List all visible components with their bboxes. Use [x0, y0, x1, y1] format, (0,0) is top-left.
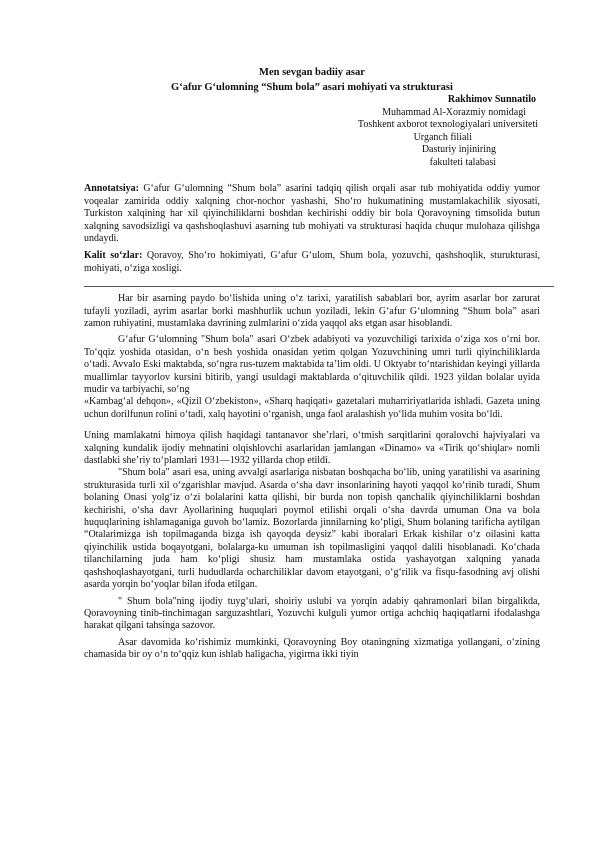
- body-paragraph-2: G‘afur G‘ulomning "Shum bola" asari O‘zbek adabiyoti va yozuvchiligi tarixida o‘ziga xos o‘rni bor. To‘qqiz yoshida otasidan, o‘n besh yoshida onasidan yetim qolgan Yozuvchining umri turli qiyinchiliklarda o‘tadi. Avvalo Eski maktabda, so‘ngra rus-tuzem maktabida ta’lim oldi. U Oktyabr to‘ntarishidan keyingi yillarda muallimlar tayyorlov kursini bitirib, yangi usuldagi maktablarda o‘qituvchilik qildi. 1923 yildan bolalar uyida mudir va tarbiyachi, so‘ng: [84, 334, 540, 395]
- title-line-2: G‘afur G‘ulomning “Shum bola” asari mohiyati va strukturasi: [171, 82, 453, 93]
- author-affiliation-3: Urganch filiali: [413, 131, 472, 143]
- section-divider: [84, 286, 554, 287]
- body-paragraph-6: " Shum bola"ning ijodiy tuyg‘ulari, shoiriy uslubi va yorqin adabiy qahramonlari bilan birgalikda, Qoravoyning tinib-tinchimagan sarguzashtlari, Yozuvchi kulguli yumor ortiga achchiq haqiqatlarni ifodalashga harakat qilgani tahsinga sazovor.: [84, 595, 540, 632]
- body-paragraph-3: «Kambag‘al dehqon», «Qizil O‘zbekiston», «Sharq haqiqati» gazetalari muharririyatlarida ishladi. Gazeta uning uchun dorilfunun rolini o‘tadi, xalq hayotini o‘rganish, unga faol aralashish yo‘lida muhim vosita bo‘ldi.: [84, 396, 540, 420]
- author-name: Rakhimov Sunnatilo: [447, 94, 536, 105]
- keywords-text: Qoravoy, Sho‘ro hokimiyati, G‘afur G‘ulom, Shum bola, yozuvchi, qashshoqlik, sturukturasi, mohiyati, o‘ziga xosligi.: [84, 249, 541, 274]
- title-line-1: Men sevgan badiiy asar: [259, 67, 365, 78]
- abstract-label: Annotatsiya:: [84, 183, 140, 194]
- keywords-label: Kalit so‘zlar:: [84, 249, 143, 261]
- author-affiliation-4: Dasturiy injiniring: [421, 144, 496, 155]
- author-affiliation-2: Toshkent axborot texnologiyalari universiteti: [357, 119, 538, 130]
- body-paragraph-4: Uning mamlakatni himoya qilish haqidagi tantanavor she’rlari, o‘tmish sarqitlarini qoralovchi hajviyalari va xalqning kundalik ijodiy mehnatini olqishlovchi asarlaridan jamlangan «Dinamo» va «Tirik qo‘shiqlar» nomli dastlabki she’riy to‘plamlari 1931—1932 yillarda chop etildi.: [84, 430, 540, 467]
- body-paragraph-1: Har bir asarning paydo bo‘lishida uning o‘z tarixi, yaratilish sabablari bor, ayrim asarlar bor zarurat tufayli yoziladi, ayrim asarlar borki mashhurlik uchun yoziladi, lekin G‘afur G‘ulomning “Shum bola” asari zamon ruhiyatini, mustamlaka davrining zulmlarini o‘zida yaqqol aks etgan asar hisoblandi.: [84, 293, 540, 329]
- keywords: [84, 250, 540, 275]
- author-block: [84, 94, 540, 169]
- abstract: [84, 183, 540, 246]
- author-affiliation-5: fakulteti talabasi: [429, 156, 496, 168]
- abstract-text: G‘afur G‘ulomning “Shum bola” asarini tadqiq qilish orqali asar tub mohiyatida oddiy yumor voqealar zamirida oddiy xalqning chor-nochor yashashi, Sho‘ro hukumatining mustamlakachilik siyosati, Turkiston xalqining har xil qiyinchiliklarni boshdan kechirishi oddiy bir bola Qoravoyning timsolida butun xalqning savodsizligi va qashshoqlashuvi asarning tub mohiyati va strukturasi haqida chuqur mulohaza qilishga undaydi.: [84, 183, 540, 245]
- body-paragraph-5: "Shum bola" asari esa, uning avvalgi asarlariga nisbatan boshqacha bo‘lib, uning yaratilishi va asarining strukturasida turli xil o‘zgarishlar mavjud. Asarda o‘sha davr insonlarining hayoti yaqqol ko‘rinib turadi, Shum bolaning Onasi yolg‘iz o‘zi bolalarini katta qilishi, bir burda non topish qanchalik qiyinchiliklarni boshdan kechirishi, o‘sha davr Ayollarining huquqlari poymol etilishi orqali o‘sha davrda umuman Ona va bola huquqlarining ishlamaganiga guvoh bo‘lamiz. Bozorlarda jinnilarning ko‘pligi, Shum bolaning tarificha aytilgan “Otalarimizga ish topilmaganda bizga ish qayoqda deysiz” kabi iboralari Erkak kishilar o‘z oilasini katta qiyinchilik ustida boqayotgani, bolalarga-ku umuman ish topilmasligini yaqqol dalili hisoblanadi. Ko‘chada tilanchilarning juda ham ko‘pligi shusiz ham mustamlaka ostida yashayotgan xalqning yanada qashshoqlashayotgani, turli hududlarda ocharchiliklar davom etayotgani, o‘g‘rilik va fisqu-fasodning avj olishi asarda yorqin bo‘yoqlar bilan ifoda etilgan.: [84, 467, 540, 591]
- author-affiliation-1: Muhammad Al-Xorazmiy nomidagi: [382, 106, 526, 118]
- body-paragraph-7: Asar davomida ko‘rishimiz mumkinki, Qoravoyning Boy otaningning xizmatiga yollangani, o‘zining chamasida bir oy o‘n to‘qqiz kun ishlab haligacha, yigirma ikki tiyin: [84, 636, 540, 661]
